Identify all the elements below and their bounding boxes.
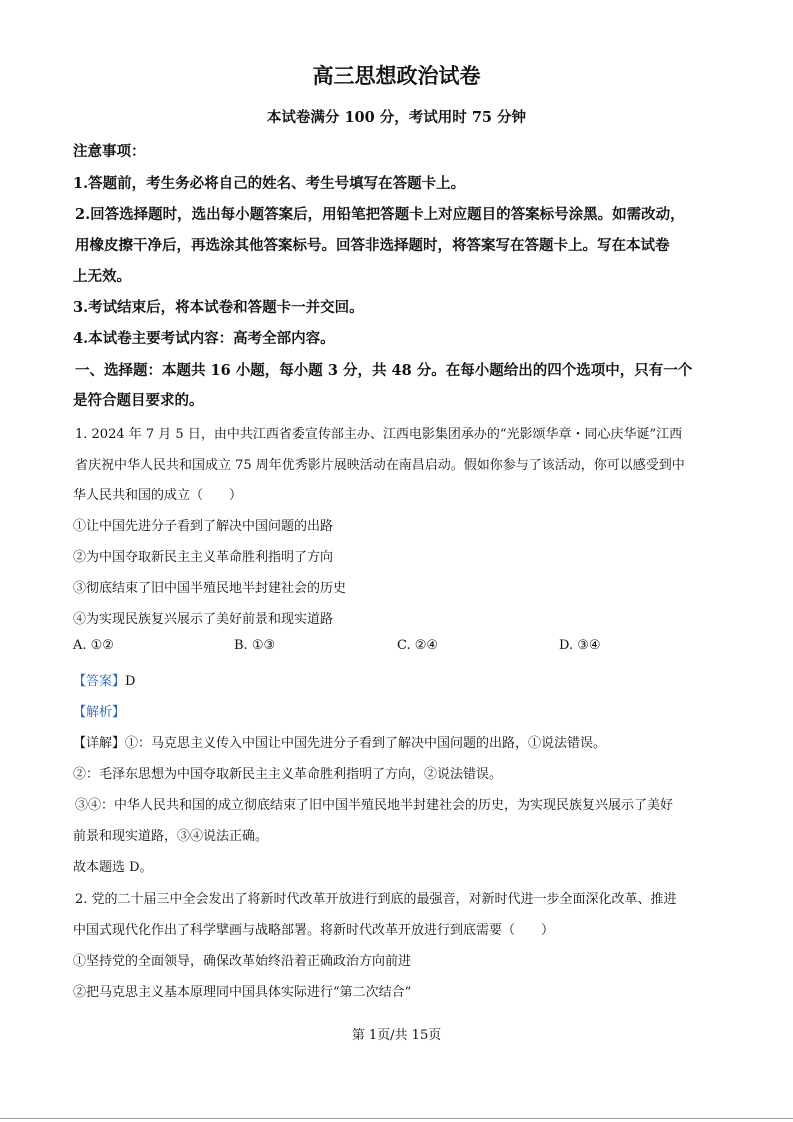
notice-item: 2.回答选择题时，选出每小题答案后，用铅笔把答题卡上对应题目的答案标号涂黑。如需改动，: [75, 206, 685, 223]
question-1-stem: 1. 2024 年 7 月 5 日，由中共江西省委宣传部主办、江西电影集团承办的“光影颂华章・同心庆华诞”江西: [75, 427, 683, 442]
section-heading: 是符合题目要求的。: [73, 392, 204, 409]
detail-text: ①：马克思主义传入中国让中国先进分子看到了解决中国问题的出路，①说法错误。: [125, 736, 607, 751]
page-title: 高三思想政治试卷: [312, 64, 481, 88]
question-2-statement: ②把马克思主义基本原理同中国具体实际进行“第二次结合”: [73, 985, 412, 1000]
question-1-stem: 华人民共和国的成立（ ）: [73, 488, 243, 503]
exam-subtitle: 本试卷满分 100 分，考试用时 75 分钟: [266, 109, 527, 126]
page-footer: 第 1页/共 15页: [351, 1028, 442, 1043]
detail-text: ③④：中华人民共和国的成立彻底结束了旧中国半殖民地半封建社会的历史，为实现民族复兴展示了美好: [75, 798, 674, 813]
notice-item: 上无效。: [73, 268, 131, 285]
notice-item: 用橡皮擦干净后，再选涂其他答案标号。回答非选择题时，将答案写在答题卡上。写在本试卷: [75, 237, 670, 254]
detail-text: 故本题选 D。: [73, 860, 153, 875]
section-heading: 一、选择题：本题共 16 小题，每小题 3 分，共 48 分。在每小题给出的四个选项中，只有一个: [75, 362, 693, 379]
answer-value: D: [125, 674, 136, 689]
question-2-stem: 2. 党的二十届三中全会发出了将新时代改革开放进行到底的最强音，对新时代进一步全面深化改革、推进: [75, 892, 677, 907]
option-d: D. ③④: [559, 638, 601, 653]
analysis-tag: 【解析】: [73, 705, 126, 720]
notice-item: 4.本试卷主要考试内容：高考全部内容。: [73, 330, 335, 347]
answer-line: [73, 670, 753, 689]
notice-item: 3.考试结束后，将本试卷和答题卡一并交回。: [73, 299, 364, 316]
detail-line: [73, 732, 753, 751]
option-a: A. ①②: [73, 638, 114, 653]
question-1-stem: 省庆祝中华人民共和国成立 75 周年优秀影片展映活动在南昌启动。假如你参与了该活动，你可以感受到中: [75, 458, 685, 473]
question-2-statement: ①坚持党的全面领导，确保改革始终沿着正确政治方向前进: [73, 954, 412, 969]
detail-text: ②：毛泽东思想为中国夺取新民主主义革命胜利指明了方向，②说法错误。: [73, 767, 503, 782]
bottom-divider: [0, 1118, 793, 1119]
question-1-statement: ②为中国夺取新民主主义革命胜利指明了方向: [73, 550, 334, 565]
question-1-statement: ④为实现民族复兴展示了美好前景和现实道路: [73, 612, 334, 627]
question-1-statement: ①让中国先进分子看到了解决中国问题的出路: [73, 519, 334, 534]
notice-item: 1.答题前，考生务必将自己的姓名、考生号填写在答题卡上。: [73, 175, 466, 192]
option-b: B. ①③: [234, 638, 276, 653]
question-1-statement: ③彻底结束了旧中国半殖民地半封建社会的历史: [73, 581, 347, 596]
answer-tag: 【答案】: [73, 674, 126, 689]
option-c: C. ②④: [397, 638, 439, 653]
detail-tag: 【详解】: [73, 736, 126, 751]
question-2-stem: 中国式现代化作出了科学擘画与战略部署。将新时代改革开放进行到底需要（ ）: [73, 923, 555, 938]
analysis-line: [73, 701, 753, 720]
detail-text: 前景和现实道路，③④说法正确。: [73, 829, 269, 844]
notice-heading: 注意事项：: [73, 143, 146, 160]
